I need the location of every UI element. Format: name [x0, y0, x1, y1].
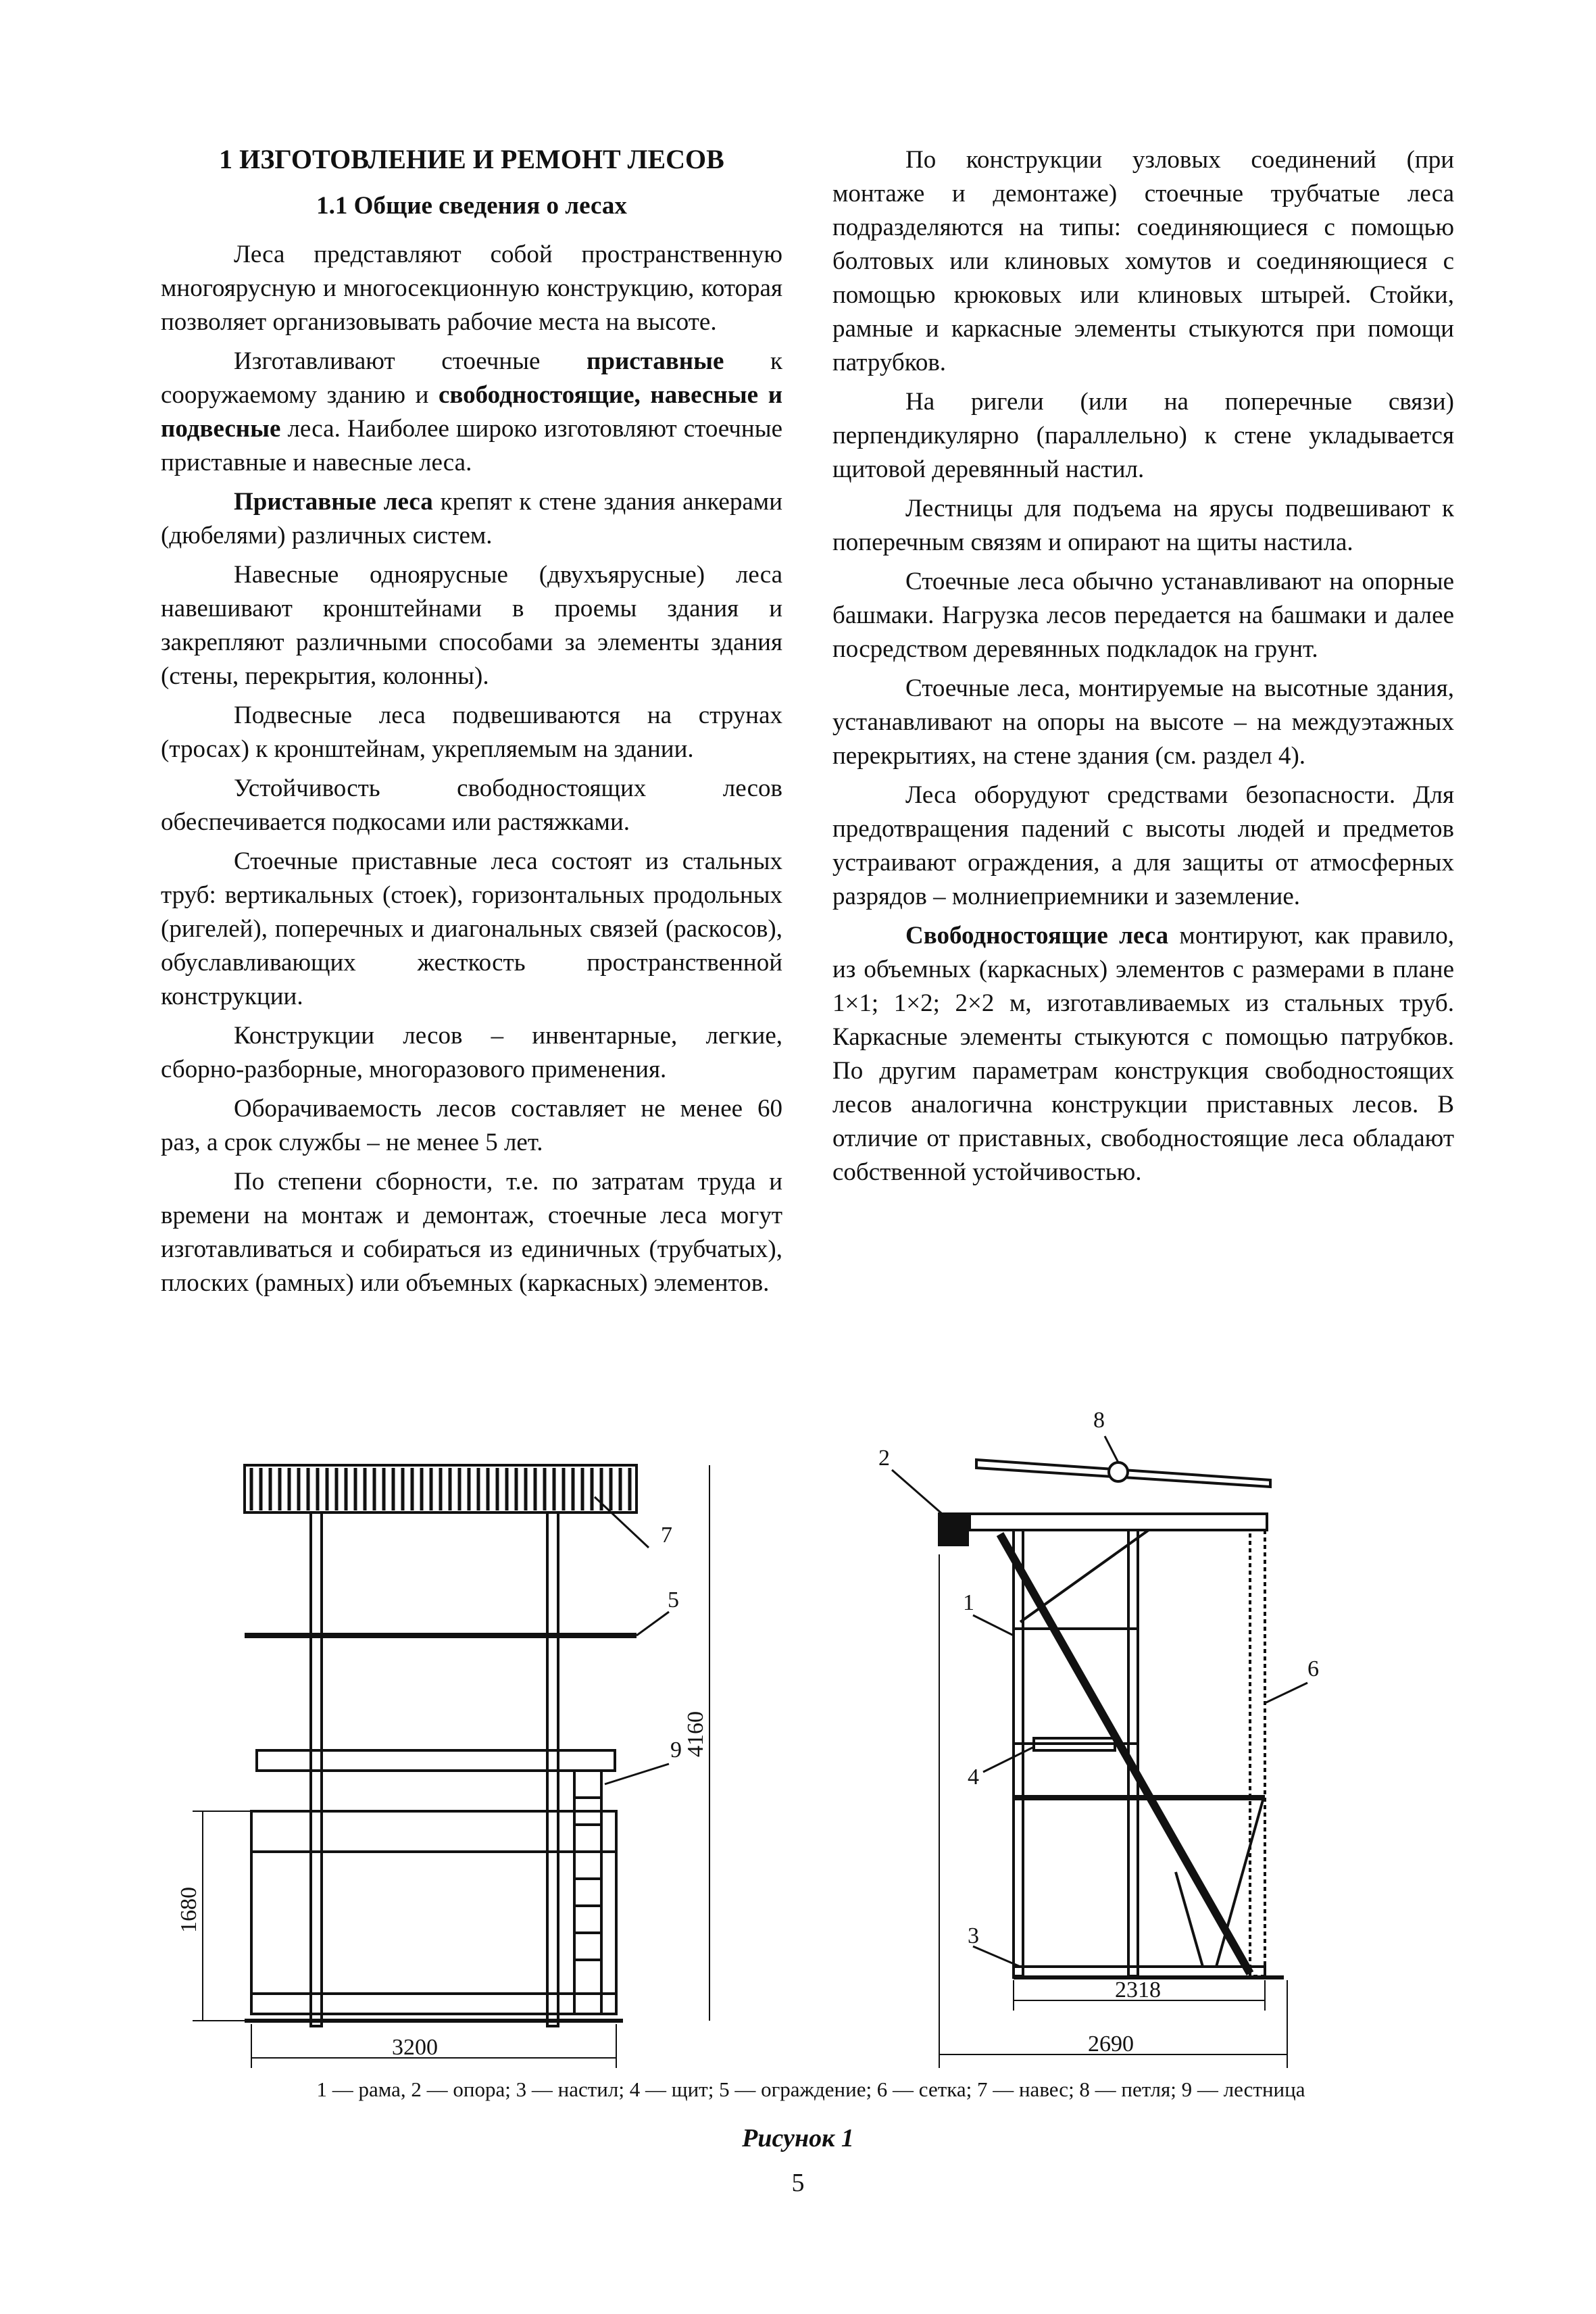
callout-number: 3 [968, 1923, 979, 1948]
chapter-title: 1 ИЗГОТОВЛЕНИЕ И РЕМОНТ ЛЕСОВ [219, 144, 724, 174]
callout-number: 4 [968, 1765, 979, 1790]
dimension-label-height-lower: 1680 [176, 1887, 201, 1933]
text-run: леса. Наиболее широко изготовляют стоечные приставные и навесные леса. [161, 415, 782, 476]
callout-number: 6 [1307, 1656, 1319, 1681]
bold-term: Свободностоящие леса [905, 922, 1169, 950]
callout-leader [1265, 1683, 1307, 1703]
callout-number: 9 [670, 1738, 682, 1763]
support-block [939, 1514, 968, 1545]
section-title: 1.1 Общие сведения о лесах [316, 192, 627, 220]
dimension-label-width: 3200 [392, 2035, 438, 2060]
callout-number: 8 [1093, 1408, 1105, 1433]
bold-term: Приставные леса [234, 488, 433, 516]
net-mesh [1250, 1530, 1265, 1976]
callout-number: 1 [963, 1590, 974, 1615]
callout-number: 5 [668, 1587, 679, 1613]
paragraph: По конструкции узловых соединений (при монтаже и демонтаже) стоечные трубчатые леса подразделяются на типы: соединяющиеся с помощью болтовых или клиновых хомутов и соединяющиеся с помощью крюковых или клиновых штырей. Стойки, рамные и каркасные элементы стыкуются при помощи патрубков. [832, 146, 1454, 376]
paragraph: Конструкции лесов – инвентарные, легкие, сборно-разборные, многоразового применения. [161, 1022, 782, 1083]
paragraph: На ригели (или на поперечные связи) перпендикулярно (параллельно) к стене укладывается щитовой деревянный настил. [832, 388, 1454, 483]
frame-post [1128, 1530, 1138, 1976]
dimension-label-inner-width: 2318 [1115, 1977, 1161, 2002]
bold-term: приставные [587, 347, 724, 375]
callout-leader [973, 1615, 1014, 1635]
paragraph: По степени сборности, т.е. по затратам труда и времени на монтаж и демонтаж, стоечные леса могут изготавливаться и собираться из единичных (трубчатых), плоских (рамных) или объемных (каркасных) элементов. [161, 1168, 782, 1297]
callout-number: 2 [878, 1446, 890, 1471]
paragraph: Устойчивость свободностоящих лесов обеспечивается подкосами или растяжками. [161, 774, 782, 836]
paragraph: Лестницы для подъема на ярусы подвешивают к поперечным связям и опирают на щиты настила. [832, 495, 1454, 556]
text-run: Изготавливают стоечные [234, 347, 587, 375]
paragraph: Оборачиваемость лесов составляет не менее 60 раз, а срок службы – не менее 5 лет. [161, 1095, 782, 1156]
callout-leader [892, 1470, 946, 1517]
figure-legend: 1 — рама, 2 — опора; 3 — настил; 4 — щит; 5 — ограждение; 6 — сетка; 7 — навес; 8 — петля; 9 — лестница [316, 2077, 1305, 2101]
paragraph: Стоечные приставные леса состоят из стальных труб: вертикальных (стоек), горизонтальных продольных (ригелей), поперечных и диагональных связей (раскосов), обуславливающих жесткость пространственной конструкции. [161, 847, 782, 1010]
page-number: 5 [791, 2169, 805, 2197]
top-beam [970, 1514, 1267, 1530]
paragraph: Стоечные леса обычно устанавливают на опорные башмаки. Нагрузка лесов передается на башмаки и далее посредством деревянных подкладок на грунт. [832, 568, 1454, 663]
paragraph: Стоечные леса, монтируемые на высотные здания, устанавливают на опоры на высоте – на междуэтажных перекрытиях, на стене здания (см. раздел 4). [832, 674, 1454, 770]
callout-leader [1105, 1436, 1118, 1462]
text-run: крепят к стене здания анкерами (дюбелями) различных систем. [161, 488, 782, 549]
text-run: к сооружаемому зданию и [161, 347, 782, 409]
paragraph: Навесные одноярусные (двухъярусные) леса навешивают кронштейнами в проемы здания и закрепляют различными способами за элементы здания (стены, перекрытия, колонны). [161, 561, 782, 690]
bold-term: свободностоящие, навесные и подвесные [161, 381, 783, 443]
text-run: монтируют, как правило, из объемных (каркасных) элементов с размерами в плане 1×1; 1×2; 2×2 м, изготавливаемых из стальных труб. Каркасные элементы стыкуются с помощью патрубков. По другим параметрам конструкция свободностоящих лесов аналогична конструкции приставных лесов. В отличие от приставных, свободностоящие леса обладают собственной устойчивостью. [832, 922, 1454, 1186]
paragraph: Подвесные леса подвешиваются на струнах (тросах) к кронштейнам, укрепляемым на здании. [161, 701, 782, 763]
callout-number: 7 [661, 1523, 672, 1548]
paragraph: Леса оборудуют средствами безопасности. Для предотвращения падений с высоты людей и предметов устраивают ограждения, а для защиты от атмосферных разрядов – молниеприемники и заземление. [832, 781, 1454, 910]
callout-leader [983, 1747, 1034, 1772]
dimension-label-height-total: 4160 [683, 1711, 708, 1757]
dimension-label-outer-width: 2690 [1088, 2032, 1134, 2057]
diagonal-brace [1000, 1534, 1250, 1973]
hinge [1109, 1462, 1128, 1481]
paragraph: Леса представляют собой пространственную многоярусную и многосекционную конструкцию, которая позволяет организовывать рабочие места на высоте. [161, 241, 782, 336]
figure-caption: Рисунок 1 [742, 2124, 854, 2152]
